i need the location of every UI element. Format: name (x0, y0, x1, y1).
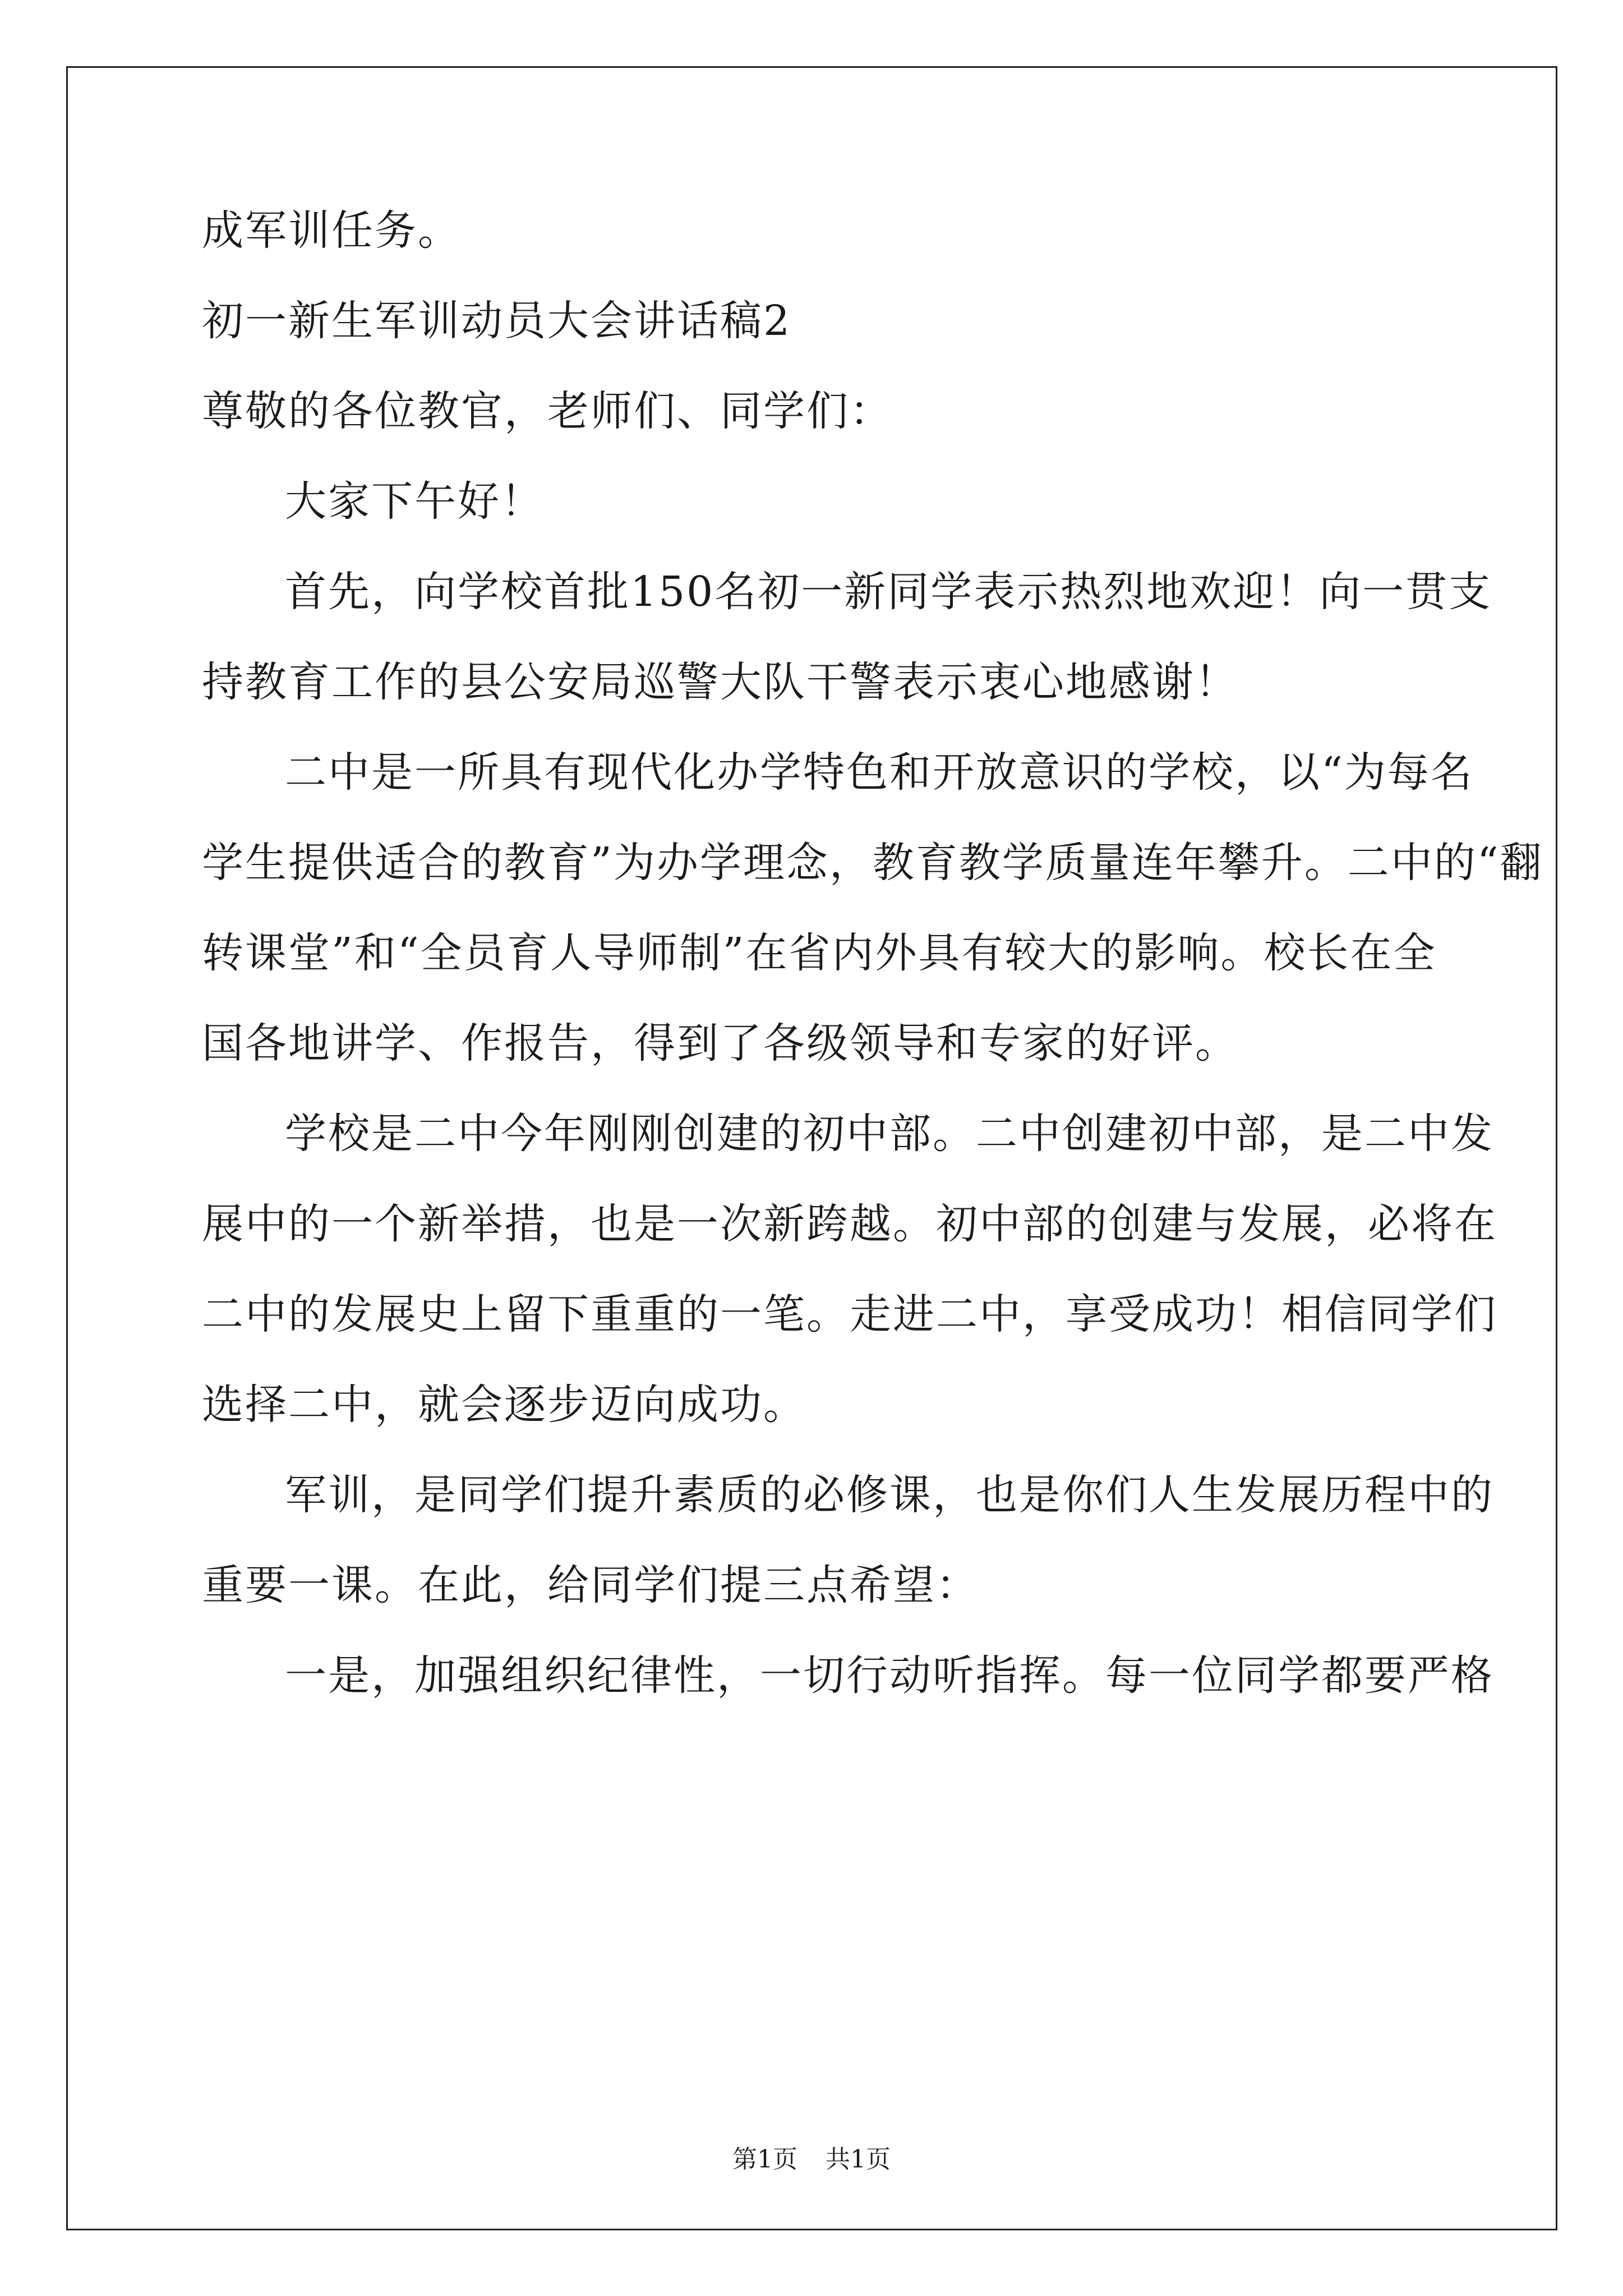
text-line: 首先，向学校首批150名初一新同学表示热烈地欢迎！向一贯支 (285, 568, 1492, 616)
text-line: 成军训任务。 (202, 206, 461, 255)
page-footer (0, 2143, 1623, 2177)
text-line: 军训，是同学们提升素质的必修课，也是你们人生发展历程中的 (285, 1471, 1494, 1519)
text-line: 持教育工作的县公安局巡警大队干警表示衷心地感谢！ (202, 658, 1238, 706)
greeting: 大家下午好！ (285, 477, 544, 526)
salutation: 尊敬的各位教官，老师们、同学们： (202, 387, 893, 435)
text-line: 重要一课。在此，给同学们提三点希望： (202, 1561, 979, 1609)
text-line: 国各地讲学、作报告，得到了各级领导和专家的好评。 (202, 1019, 1238, 1068)
text-line: 转课堂”和“全员育人导师制”在省内外具有较大的影响。校长在全 (202, 929, 1437, 977)
text-line: 学生提供适合的教育”为办学理念，教育教学质量连年攀升。二中的“翻 (202, 839, 1543, 887)
text-line: 二中是一所具有现代化办学特色和开放意识的学校，以“为每名 (285, 748, 1474, 797)
page-number-total: 共1页 (826, 2145, 891, 2174)
text-line: 学校是二中今年刚刚创建的初中部。二中创建初中部，是二中发 (285, 1110, 1494, 1158)
section-heading: 初一新生军训动员大会讲话稿2 (202, 297, 792, 345)
text-line: 一是，加强组织纪律性，一切行动听指挥。每一位同学都要严格 (285, 1651, 1494, 1700)
text-line: 展中的一个新举措，也是一次新跨越。初中部的创建与发展，必将在 (202, 1200, 1497, 1248)
text-line: 二中的发展史上留下重重的一笔。走进二中，享受成功！相信同学们 (202, 1290, 1497, 1338)
text-line: 选择二中，就会逐步迈向成功。 (202, 1381, 806, 1429)
page-number-current: 第1页 (732, 2145, 797, 2174)
